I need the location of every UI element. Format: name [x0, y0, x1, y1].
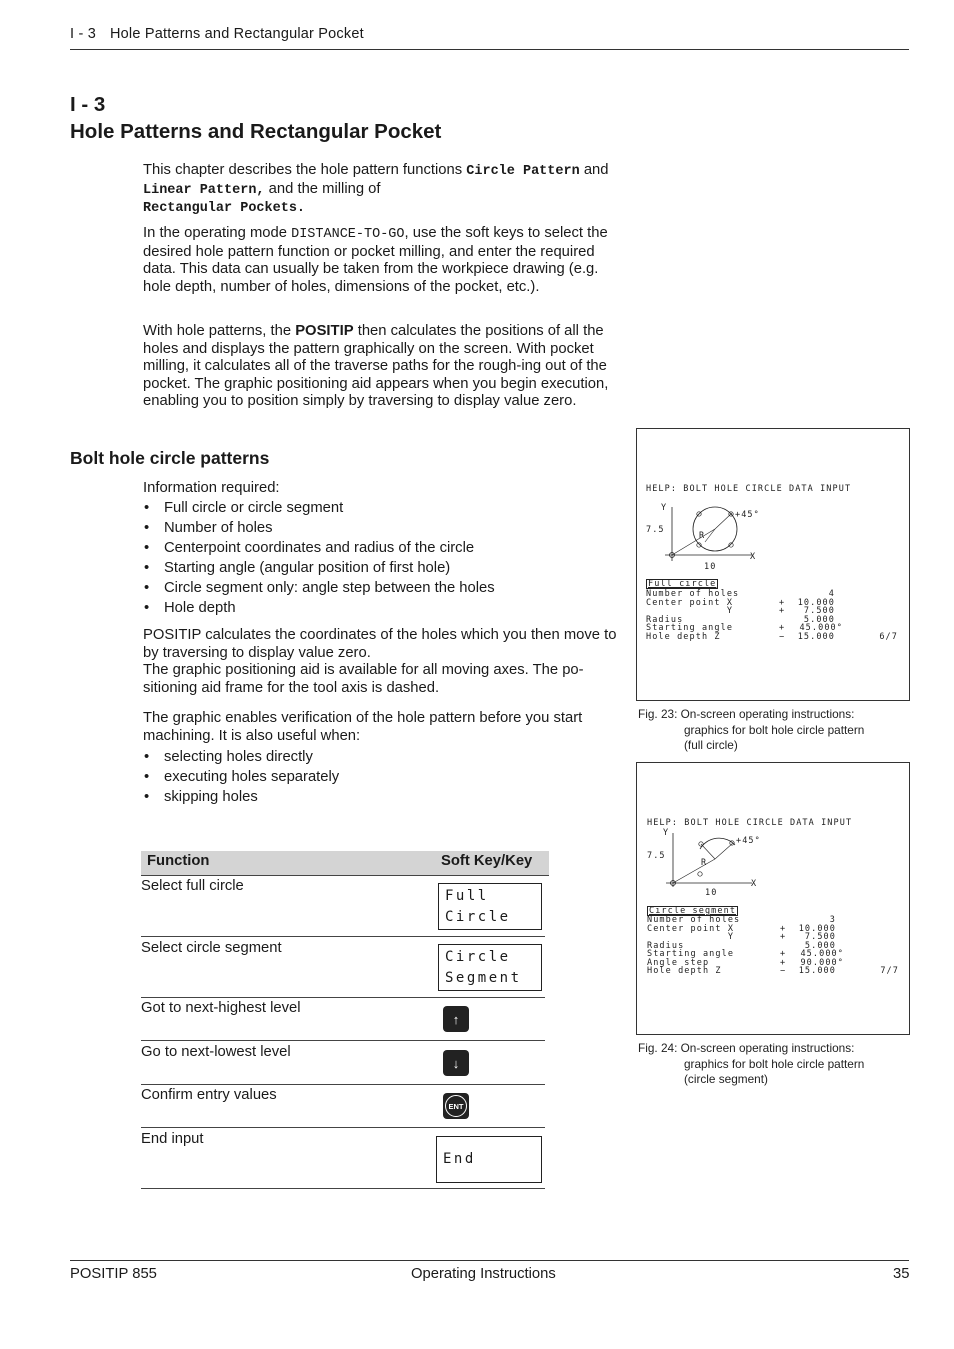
row-divider: [141, 1127, 545, 1128]
list-item: • executing holes separately: [143, 767, 625, 787]
uses-list: [143, 747, 625, 807]
page-indicator: 7/7: [880, 966, 899, 976]
row-divider: [141, 936, 545, 937]
list-item: • selecting holes directly: [143, 747, 625, 767]
row-divider: [141, 997, 545, 998]
table-row: Y + 7.500: [647, 932, 836, 942]
list-item: • Number of holes: [143, 518, 628, 538]
header-rule: [70, 49, 909, 50]
figure-24-caption: Fig. 24: On-screen operating instructions: graphics for bolt hole circle pattern (circle segment): [638, 1041, 865, 1086]
header-title: Hole Patterns and Rectangular Pocket: [109, 26, 364, 42]
intro-paragraph-1: This chapter describes the hole pattern functions Circle Pattern and Linear Pattern, and the milling of Rectangular Pockets.: [143, 162, 609, 217]
figure-23-caption: Fig. 23: On-screen operating instructions: graphics for bolt hole circle pattern (full circle): [638, 707, 865, 752]
list-item: • Full circle or circle segment: [143, 498, 628, 518]
figure-24-screen: [636, 762, 910, 1035]
axis-x-label: X: [751, 879, 758, 889]
table-row: Radius 5.000: [646, 614, 835, 625]
chapter-heading: [70, 91, 441, 145]
data-rows: [646, 589, 898, 640]
table-row: Center point X + 10.000: [647, 923, 836, 934]
page-number: 35: [893, 1266, 910, 1282]
col-function: Function: [147, 853, 210, 869]
circle-segment-graphic: [637, 827, 909, 891]
radius-label: R: [701, 858, 708, 868]
table-row: Hole depth Z − 15.000 6/7: [646, 631, 898, 642]
col-softkey: Soft Key/Key: [441, 853, 533, 869]
footer-product: POSITIP 855: [70, 1266, 157, 1282]
list-item: • Centerpoint coordinates and radius of the circle: [143, 538, 628, 558]
table-header: [141, 851, 549, 876]
screen-title: HELP: BOLT HOLE CIRCLE DATA INPUT: [646, 484, 852, 494]
bolt-paragraph-1: POSITIP calculates the coordinates of the holes which you then move to by traversing to display value zero. The graphic positioning aid is available for all moving axes. The po-sitioning aid frame for the tool axis is dashed.: [143, 627, 617, 696]
table-row: Angle step + 90.000°: [647, 957, 844, 968]
table-row: Y + 7.500: [646, 606, 835, 616]
radius-label: R: [699, 531, 706, 541]
angle-label: +45°: [735, 510, 760, 520]
info-list: [143, 498, 628, 618]
table-row: Starting angle + 45.000°: [646, 623, 843, 633]
angle-label: +45°: [736, 836, 761, 846]
full-circle-softkey[interactable]: Full Circle: [438, 883, 542, 930]
ent-icon: ENT: [445, 1095, 467, 1117]
arrow-up-key[interactable]: [443, 1006, 469, 1032]
section-heading: Bolt hole circle patterns: [70, 448, 270, 468]
end-softkey[interactable]: End: [436, 1136, 542, 1183]
page-indicator: 6/7: [879, 631, 898, 642]
circle-segment-softkey[interactable]: Circle Segment: [438, 944, 542, 991]
footer-doc: Operating Instructions: [411, 1266, 556, 1282]
table-row: Number of holes 3: [647, 915, 836, 925]
table-row: Select full circle: [141, 878, 244, 894]
footer-rule: [70, 1260, 909, 1261]
table-row: Center point X + 10.000: [646, 597, 835, 608]
arrow-down-key[interactable]: [443, 1050, 469, 1076]
table-row: Number of holes 4: [646, 589, 835, 599]
x-value-label: 10: [704, 562, 717, 572]
mode-field: Full circle: [648, 579, 717, 589]
list-item: • skipping holes: [143, 787, 625, 807]
list-item: • Circle segment only: angle step between the holes: [143, 578, 628, 598]
y-value-label: 7.5: [646, 525, 665, 535]
table-row: Go to next-lowest level: [141, 1044, 291, 1060]
y-value-label: 7.5: [647, 851, 666, 861]
running-header: [70, 26, 364, 42]
header-chapter: I - 3: [70, 26, 96, 42]
axis-y-label: Y: [663, 828, 670, 838]
table-row: Got to next-highest level: [141, 1000, 301, 1016]
intro-paragraph-2: In the operating mode DISTANCE-TO-GO, use the soft keys to select the desired hole pattern function or pocket milling, and enter the required data. This data can usually be taken from the workpiece drawing (e.g. hole depth, number of holes, dimensions of the pocket, etc.).: [143, 225, 608, 295]
screen-title: HELP: BOLT HOLE CIRCLE DATA INPUT: [647, 818, 853, 828]
table-row: Radius 5.000: [647, 940, 836, 951]
arrow-down-icon: ↓: [452, 1055, 460, 1071]
table-row: Hole depth Z − 15.000 7/7: [647, 966, 899, 976]
data-rows: [647, 915, 899, 975]
bolt-paragraph-3: The graphic enables verification of the hole pattern before you start machining. It is also useful when: • selecting holes directly • executing holes separately • skipping holes: [143, 710, 625, 807]
table-row: End input: [141, 1131, 204, 1147]
axis-x-label: X: [750, 552, 757, 562]
intro-paragraph-3: With hole patterns, the POSITIP then calculates the positions of all the holes and displays the pattern graphically on the screen. With pocket milling, it calculates all of the traverse paths for the rough-ing out of the pocket. The graphic positioning aid appears when you begin execution, enabling you to position simply by traversing to display value zero.: [143, 323, 609, 410]
mode-field: Circle segment: [649, 906, 737, 916]
ent-key[interactable]: [443, 1093, 469, 1119]
row-divider: [141, 1188, 545, 1189]
figure-23-screen: [636, 428, 910, 701]
row-divider: [141, 1084, 545, 1085]
table-row: Select circle segment: [141, 940, 282, 956]
table-row: Starting angle + 45.000°: [647, 949, 844, 959]
arrow-up-icon: ↑: [452, 1011, 460, 1027]
chapter-title: Hole Patterns and Rectangular Pocket: [70, 120, 442, 143]
x-value-label: 10: [705, 888, 718, 898]
table-row: Confirm entry values: [141, 1087, 277, 1103]
list-item: • Starting angle (angular position of first hole): [143, 558, 628, 578]
chapter-number: I - 3: [70, 93, 106, 116]
info-required: Information required: • Full circle or circle segment • Number of holes • Centerpoint coordinates and radius of the circle • Starting angle (angular position of first hole) • Circle segment only: angle step between the holes • Hole depth: [143, 480, 628, 618]
bolt-circle-graphic: [637, 499, 909, 573]
row-divider: [141, 1040, 545, 1041]
axis-y-label: Y: [661, 503, 668, 513]
list-item: • Hole depth: [143, 598, 628, 618]
